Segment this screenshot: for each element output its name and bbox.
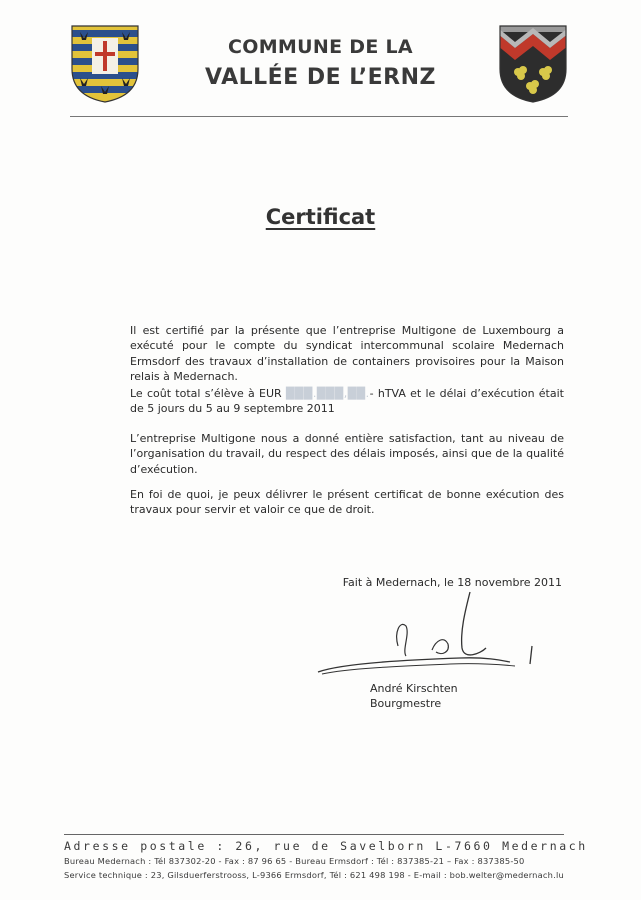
handwritten-signature: [310, 590, 550, 682]
commune-name-line2: VALLÉE DE L’ERNZ: [205, 65, 436, 90]
footer-bureaus: Bureau Medernach : Tél 837302-20 - Fax : 87 96 65 - Bureau Ermsdorf : Tél : 837385-21 – Fax : 837385-50: [64, 856, 525, 866]
cost-prefix: Le coût total s’élève à EUR: [130, 387, 286, 400]
signer-block: [370, 681, 458, 711]
header-divider: [70, 116, 568, 117]
commune-name-line1: COMMUNE DE LA: [228, 36, 413, 58]
footer-divider: [64, 834, 564, 835]
paragraph-3-text: L’entreprise Multigone nous a donné entière satisfaction, tant au niveau de l’organisation du travail, du respect des délais imposés, ainsi que de la qualité d’exécution.: [130, 432, 564, 476]
certificate-title: Certificat: [265, 205, 376, 229]
paragraph-4-text: En foi de quoi, je peux délivrer le présent certificat de bonne exécution des travaux pour servir et valoir ce que de droit.: [130, 488, 564, 517]
coat-of-arms-right: [498, 24, 568, 104]
footer-service: Service technique : 23, Gilsduerferstrooss, L-9366 Ermsdorf, Tél : 621 498 198 - E-mail : bob.welter@medernach.lu: [64, 870, 564, 880]
paragraph-4: [130, 487, 564, 518]
place-and-date: Fait à Medernach, le 18 novembre 2011: [342, 576, 562, 589]
signer-name: André Kirschten: [370, 682, 458, 695]
paragraph-1: [130, 323, 564, 384]
paragraph-3: [130, 431, 564, 477]
cost-suffix: - hTVA et le délai d’exécution était de 5 jours du 5 au 9 septembre 2011: [130, 387, 564, 416]
paragraph-2: [130, 386, 564, 417]
signer-title: Bourgmestre: [370, 697, 442, 710]
footer-address: Adresse postale : 26, rue de Savelborn L-7660 Medernach: [64, 839, 588, 853]
commune-name: [150, 34, 491, 94]
coat-of-arms-left: [70, 24, 140, 104]
paragraph-2-text: [130, 386, 564, 417]
redacted-amount: ███.███,██.: [285, 387, 370, 400]
paragraph-1-text: Il est certifié par la présente que l’entreprise Multigone de Luxembourg a exécuté pour le compte du syndicat intercommunal scolaire Medernach Ermsdorf des travaux d’installation de containers provisoires pour la Maison relais à Medernach.: [130, 324, 564, 383]
